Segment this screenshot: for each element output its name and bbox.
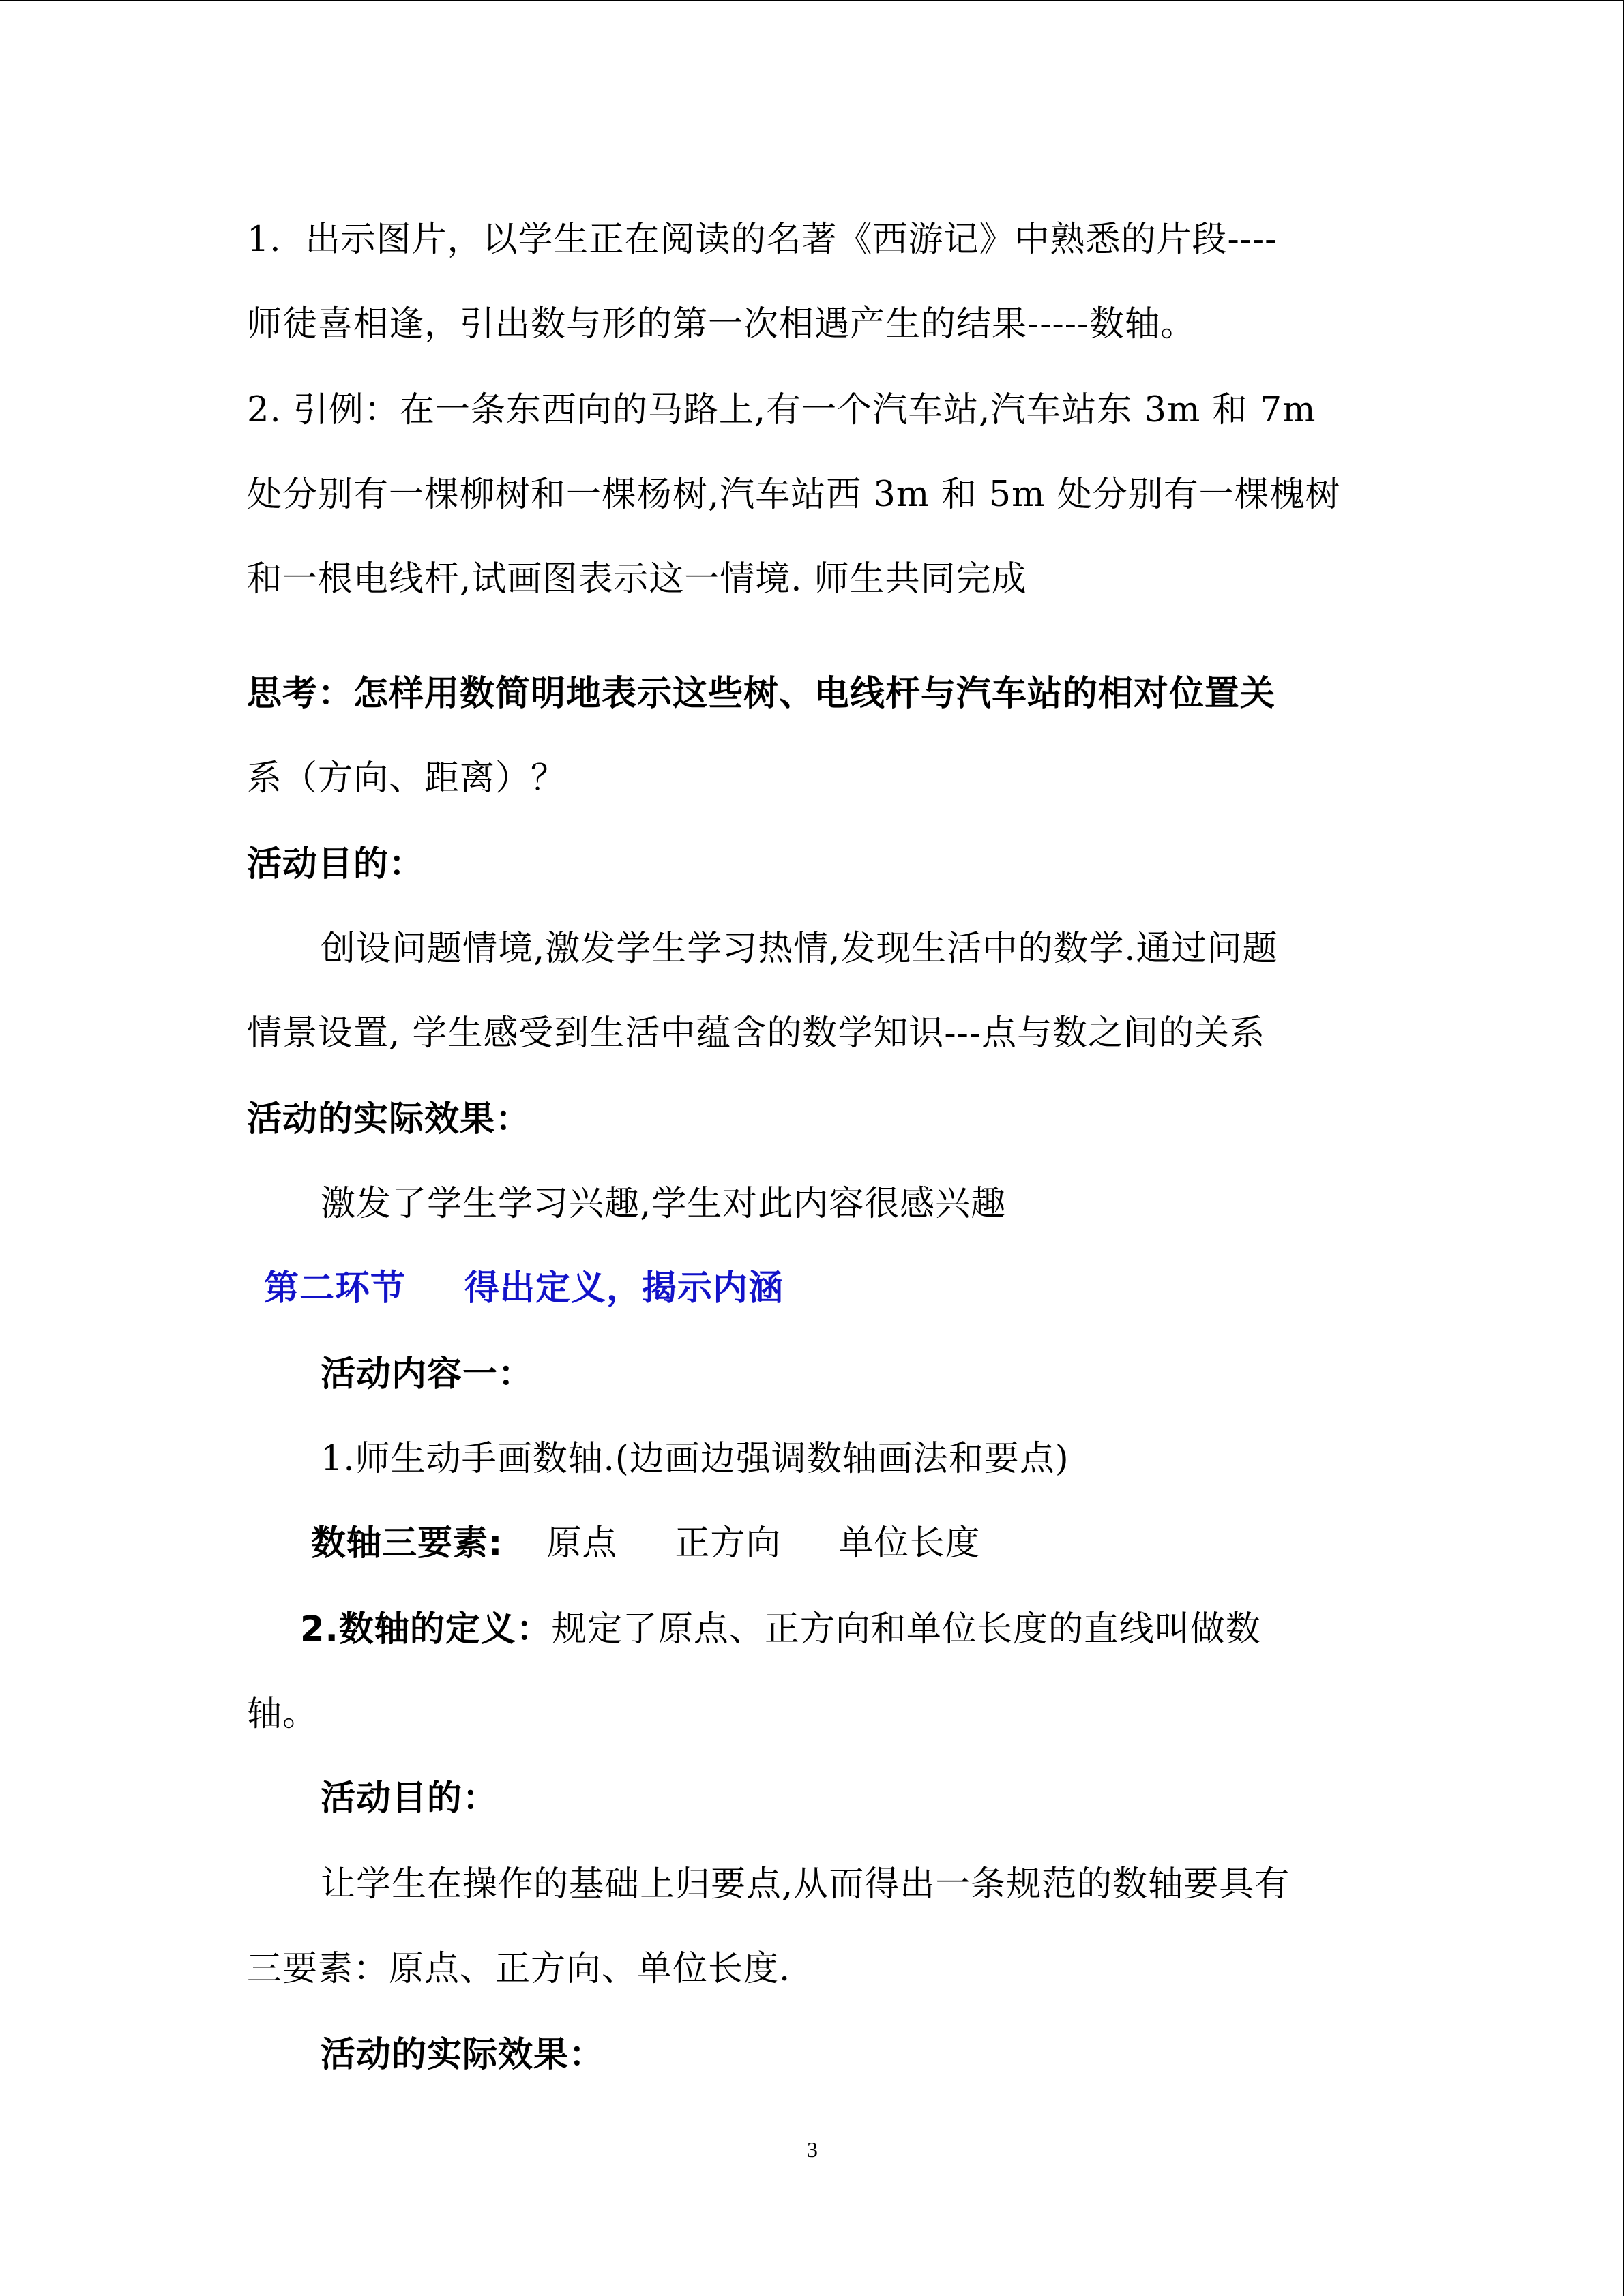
axis-three-elements: [311, 1522, 980, 1566]
intro-step-1-line-2: 师徒喜相逢，引出数与形的第一次相遇产生的结果-----数轴。: [247, 304, 1196, 344]
axis-element-origin: 原点: [546, 1523, 618, 1564]
section-2-label: 第二环节: [264, 1268, 407, 1309]
section-2-heading: [264, 1267, 784, 1311]
axis-definition-label: 2.数轴的定义：: [300, 1609, 552, 1650]
intro-step-2-line-1: 2. 引例：在一条东西向的马路上,有一个汽车站,汽车站东 3m 和 7m: [247, 390, 1316, 430]
page-top-border: [0, 0, 1624, 1]
activity-purpose-heading: 活动目的：: [247, 844, 425, 884]
activity-purpose-2-line-1: 让学生在操作的基础上归要点,从而得出一条规范的数轴要具有: [321, 1864, 1290, 1905]
section-2-title: 得出定义，揭示内涵: [464, 1268, 784, 1309]
activity-purpose-2-heading: 活动目的：: [321, 1778, 499, 1819]
axis-element-direction: 正方向: [675, 1523, 782, 1564]
intro-step-1-line-1: 1．出示图片，以学生正在阅读的名著《西游记》中熟悉的片段----: [247, 220, 1278, 260]
activity-purpose-line-2: 情景设置, 学生感受到生活中蕴含的数学知识---点与数之间的关系: [247, 1013, 1266, 1054]
activity-purpose-2-line-2: 三要素：原点、正方向、单位长度.: [247, 1949, 791, 1989]
axis-definition-line-1: [300, 1608, 1261, 1652]
activity-effect-2-heading: 活动的实际效果：: [321, 2035, 605, 2075]
page-number: 3: [807, 2137, 818, 2162]
intro-step-2-line-3: 和一根电线杆,试画图表示这一情境. 师生共同完成: [247, 559, 1027, 599]
think-question-line-1: 思考：怎样用数简明地表示这些树、电线杆与汽车站的相对位置关: [247, 674, 1276, 714]
intro-step-2-line-2: 处分别有一棵柳树和一棵杨树,汽车站西 3m 和 5m 处分别有一棵槐树: [247, 475, 1341, 515]
activity-effect-heading: 活动的实际效果：: [247, 1099, 531, 1139]
think-question-line-2: 系（方向、距离）？: [247, 758, 567, 799]
axis-elements-label: 数轴三要素:: [311, 1523, 503, 1564]
activity-effect-text: 激发了学生学习兴趣,学生对此内容很感兴趣: [321, 1184, 1007, 1224]
axis-definition-text: 规定了原点、正方向和单位长度的直线叫做数: [551, 1609, 1261, 1650]
axis-definition-line-2: 轴。: [247, 1694, 319, 1734]
axis-element-unit: 单位长度: [838, 1523, 981, 1564]
activity-purpose-line-1: 创设问题情境,激发学生学习热情,发现生活中的数学.通过问题: [321, 929, 1278, 969]
activity-content-1-item-1: 1.师生动手画数轴.(边画边强调数轴画法和要点): [321, 1439, 1069, 1479]
activity-content-1-heading: 活动内容一：: [321, 1354, 534, 1395]
